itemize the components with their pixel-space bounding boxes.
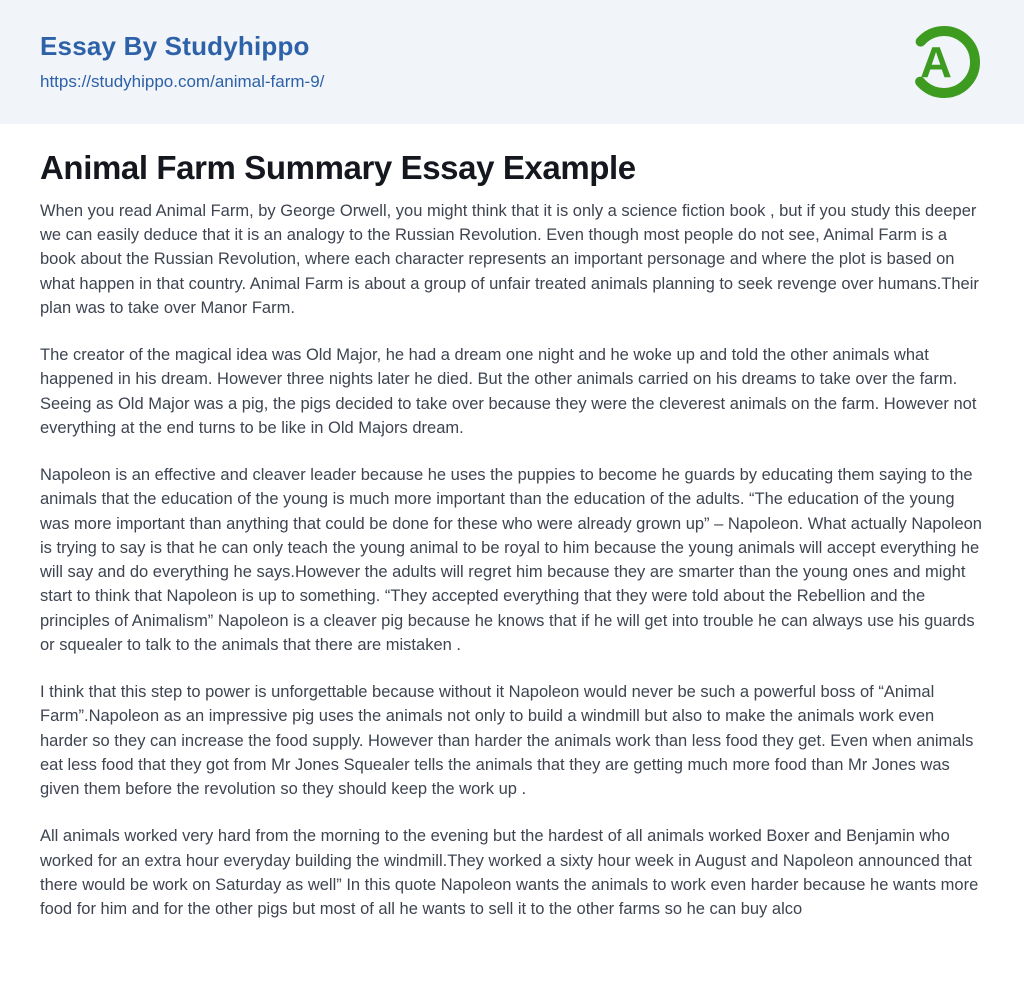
essay-content [0,124,1024,921]
studyhippo-logo [902,20,986,104]
page-header [0,0,1024,124]
studyhippo-logo-icon [902,20,986,104]
essay-paragraph: I think that this step to power is unforgettable because without it Napoleon would never be such a powerful boss of “Animal Farm”.Napoleon as an impressive pig uses the animals not only to build a windmill but also to make the animals work even harder so they can increase the food supply. However than harder the animals work than less food they get. Even when animals eat less food that they got from Mr Jones Squealer tells the animals that they are getting much more food than Mr Jones was given them before the revolution so they should keep the work up . [40,683,974,799]
site-title: Essay By Studyhippo [40,30,310,61]
essay-title: Animal Farm Summary Essay Example [40,149,636,186]
essay-paragraph: All animals worked very hard from the morning to the evening but the hardest of all animals worked Boxer and Benjamin who worked for an extra hour everyday building the windmill.They worked a sixty hour week in August and Napoleon announced that there would be work on Saturday as well” In this quote Napoleon wants the animals to work even harder because he wants more food for him and for the other pigs but most of all he wants to sell it to the other farms so he can buy alco [40,827,979,919]
essay-paragraph: The creator of the magical idea was Old Major, he had a dream one night and he woke up and told the other animals what happened in his dream. However three nights later he died. But the other animals carried on his dreams to take over the farm. Seeing as Old Major was a pig, the pigs decided to take over because they were the cleverest animals on the farm. However not everything at the end turns to be like in Old Majors dream. [40,346,977,437]
source-url-link[interactable]: https://studyhippo.com/animal-farm-9/ [40,72,325,92]
essay-paragraph: Napoleon is an effective and cleaver leader because he uses the puppies to become he guards by educating them saying to the animals that the education of the young is much more important than the education of the adults. “The education of the young was more important than anything that could be done for these who were already grown up” – Napoleon. What actually Napoleon is trying to say is that he can only teach the young animal to be royal to him because the young animals will accept everything he will say and do everything he says.However the adults will regret him because they are smarter than the young ones and might start to think that Napoleon is up to something. “They accepted everything that they were told about the Rebellion and the principles of Animalism” Napoleon is a cleaver pig because he knows that if he will get into trouble he can always use his guards or squealer to talk to the animals that there are mistaken . [40,466,982,654]
essay-paragraph: When you read Animal Farm, by George Orwell, you might think that it is only a science fiction book , but if you study this deeper we can easily deduce that it is an analogy to the Russian Revolution. Even though most people do not see, Animal Farm is a book about the Russian Revolution, where each character represents an important personage and where the plot is based on what happen in that country. Animal Farm is about a group of unfair treated animals planning to seek revenge over humans.Their plan was to take over Manor Farm. [40,201,979,317]
header-text-block [40,32,324,92]
logo-letter: A [920,38,952,87]
